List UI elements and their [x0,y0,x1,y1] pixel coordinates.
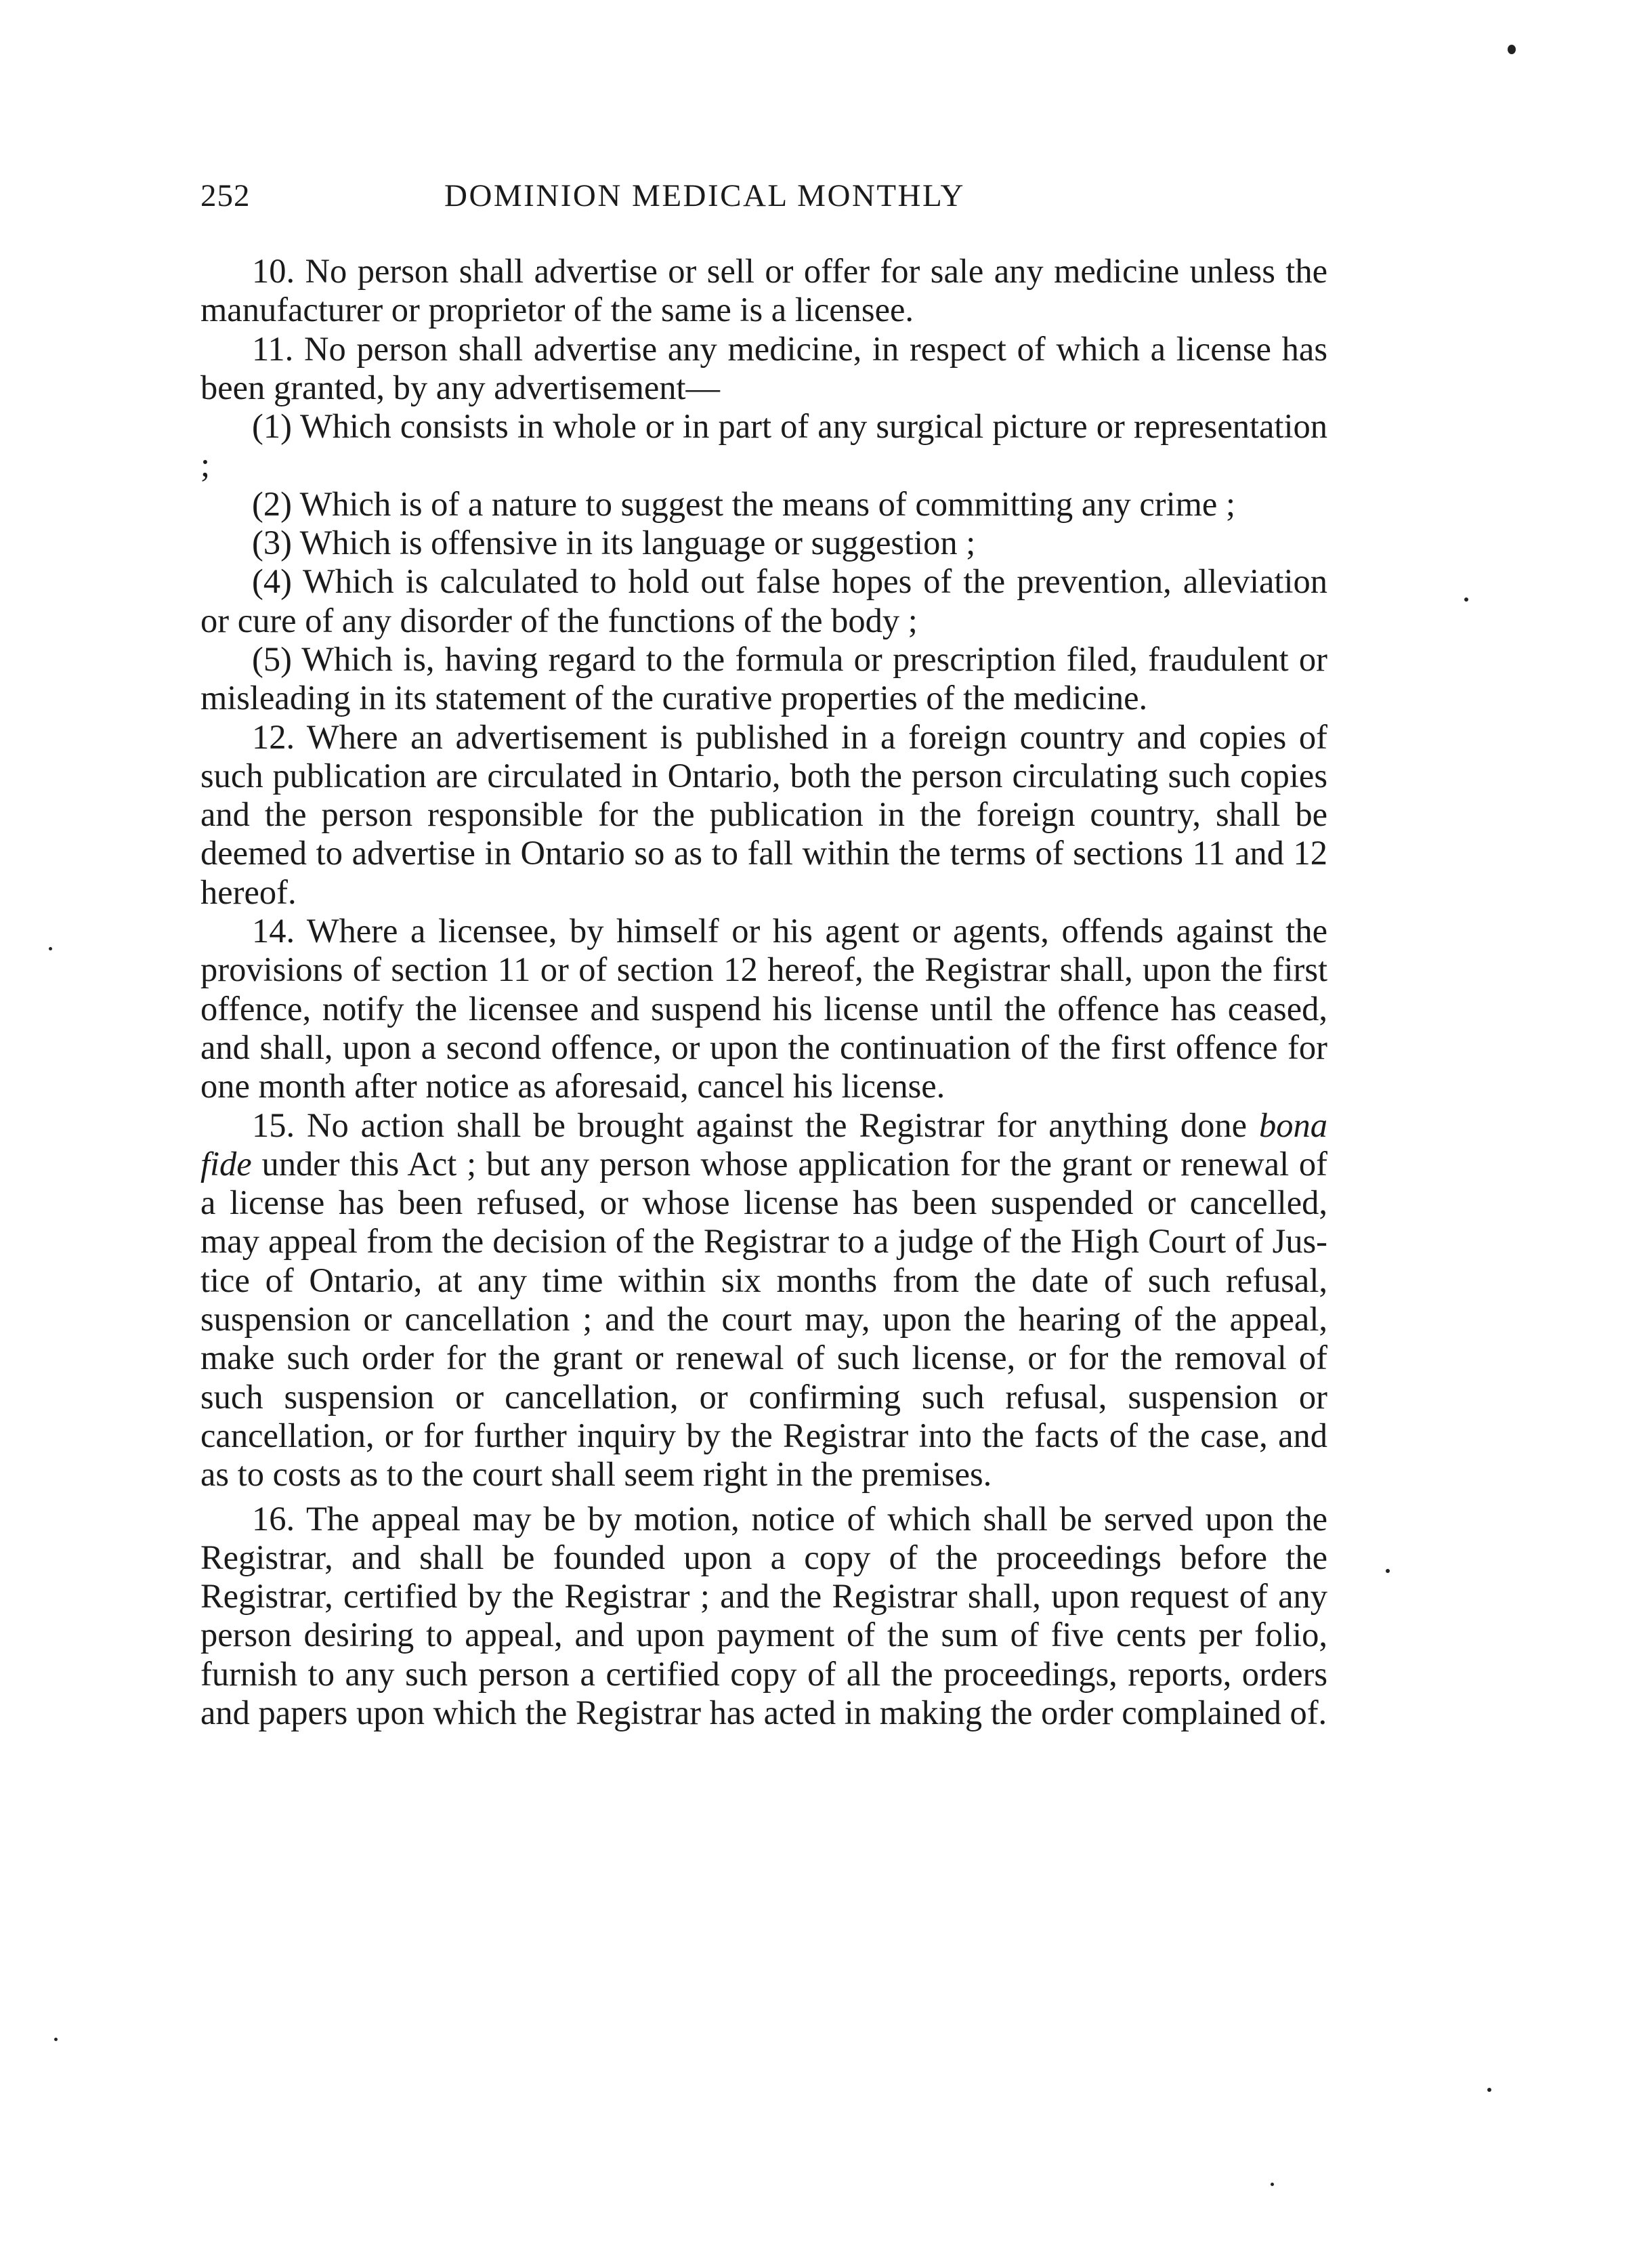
scan-speck [1464,597,1468,602]
scan-speck [1487,2088,1491,2092]
scan-speck [1508,45,1516,54]
article-body [200,252,1327,1732]
page-number: 252 [200,178,251,213]
section-14: 14. Where a licensee, by himself or his agent or agents, offends against the provisions of section 11 or of section 12 hereof, the Registrar shall, upon the first offence, notify the licensee and suspend his license until the offence has ceased, and shall, upon a second offence, or upon the continuation of the first offence for one month after notice as aforesaid, cancel his license. [200,912,1327,1106]
section-11: 11. No person shall advertise any medicine, in respect of which a license has been granted, by any advertisement— [200,329,1327,406]
section-16: 16. The appeal may be by motion, notice of which shall be served upon the Registrar, and shall be founded upon a copy of the proceedings before the Registrar, certified by the Registrar ; and the Registrar shall, upon request of any person desiring to appeal, and upon payment of the sum of five cents per folio, furnish to any such person a certified copy of all the proceedings, reports, orders and papers upon which the Registrar has acted in making the order complained of. [200,1499,1327,1731]
page-header [200,177,1122,218]
section-11-clause-5: (5) Which is, having regard to the formula or prescription filed, fraudulent or misleading in its statement of the curative properties of the medicine. [200,639,1327,717]
section-11-clause-3: (3) Which is offensive in its language or suggestion ; [252,524,976,562]
section-11-clause-1: (1) Which consists in whole or in part of any surgical picture or representation ; [200,407,1327,484]
scan-speck [54,2038,58,2041]
section-15-text-start: 15. No action shall be brought against the Registrar for anything done [252,1106,1259,1144]
scan-speck [1271,2183,1274,2186]
section-10: 10. No person shall advertise or sell or offer for sale any medicine unless the manufacturer or proprietor of the same is a licensee. [200,252,1327,329]
scan-speck [1386,1569,1390,1573]
section-15 [200,1106,1327,1494]
section-11-clause-4: (4) Which is calculated to hold out false hopes of the prevention, alleviation or cure of any disorder of the functions of the body ; [200,562,1327,639]
journal-title: DOMINION MEDICAL MONTHLY [444,178,965,213]
section-12: 12. Where an advertisement is published in a foreign country and copies of such publication are circulated in Ontario, both the person circulating such copies and the person responsible for the publication in the foreign country, shall be deemed to advertise in Ontario so as to fall within the terms of sections 11 and 12 hereof. [200,717,1327,911]
scan-speck [49,947,52,950]
section-15-text-end: under this Act ; but any person whose application for the grant or renewal of a license has been refused, or whose license has been suspended or cancelled, may appeal from the decision of the Registrar to a judge of the High Court of Justice of Ontario, at any time within six months from the date of such refusal, suspension or cancellation ; and the court may, upon the hearing of the appeal, make such order for the grant or renewal of such license, or for the removal of such suspension or cancellation, or confirming such refusal, suspension or cancellation, or for further inquiry by the Registrar into the facts of the case, and as to costs as to the court shall seem right in the premises. [200,1144,1327,1494]
section-15-italic-phrase: bona fide [200,1106,1327,1183]
section-11-clause-2: (2) Which is of a nature to suggest the means of committing any crime ; [252,484,1235,523]
